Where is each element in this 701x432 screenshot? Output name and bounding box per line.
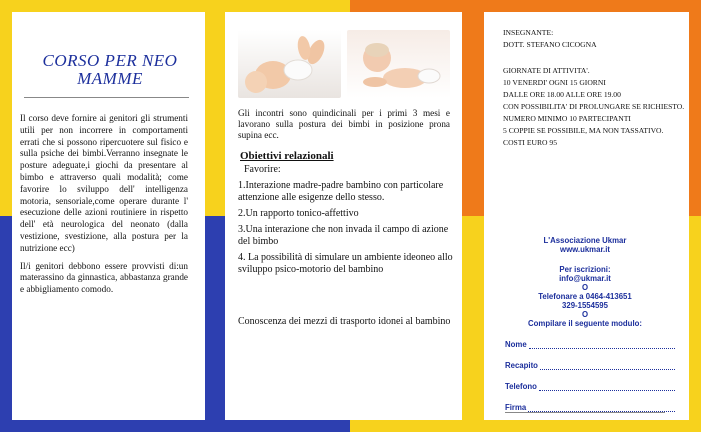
bottom-divider [505, 412, 665, 413]
baby-photo-crawling [347, 30, 450, 98]
objectives-heading: Obiettivi relazionali [240, 150, 334, 162]
transport-note: Conoscenza dei mezzi di trasporto idonei al bambino [238, 316, 451, 327]
or-separator: O [581, 283, 589, 292]
border-top-orange [350, 0, 701, 12]
detail-line: DOTT. STEFANO CICOGNA [503, 40, 597, 49]
detail-line: COSTI EURO 95 [503, 138, 558, 147]
border-bottom-yellow [350, 420, 701, 432]
inner-divider-left [205, 12, 225, 216]
title-divider [24, 97, 189, 98]
field-label: Firma [505, 403, 527, 412]
detail-line: 10 VENERDI' OGNI 15 GIORNI [503, 78, 606, 87]
objective-item: 4. La possibilità di simulare un ambiente ideoneo allo sviluppo psico-motorio del bambino [238, 252, 453, 275]
detail-line: CON POSSIBILITA' DI PROLUNGARE SE RICHIESTO. [503, 102, 685, 111]
inner-divider-left-bottom [205, 216, 225, 420]
detail-line: DALLE ORE 18.00 ALLE ORE 19.00 [503, 90, 621, 99]
contact-block [495, 236, 675, 328]
phone-field-line[interactable] [539, 384, 675, 391]
or-separator: O [581, 310, 589, 319]
objectives-list [238, 164, 453, 280]
detail-line: GIORNATE DI ATTIVITA'. [503, 66, 590, 75]
form-field-address[interactable] [505, 354, 675, 370]
signature-field-line[interactable] [528, 405, 675, 412]
baby-photo-lying [238, 30, 341, 98]
field-label: Telefono [505, 382, 537, 391]
registration-label: Per iscrizioni: [559, 265, 611, 274]
registration-form [505, 333, 675, 412]
border-right-yellow [689, 216, 701, 432]
course-details [503, 28, 688, 150]
field-label: Recapito [505, 361, 538, 370]
inner-divider-right [462, 12, 484, 216]
border-left-yellow [0, 0, 12, 216]
association-name: L'Associazione Ukmar [543, 236, 627, 245]
left-paragraph: Il corso deve fornire ai genitori gli strumenti utili per non incorrere in comportamenti errati che si possono ripercuotere sul fisico e sulla psiche dei bimbi.Verranno insegnate le posture adeguate,i giochi da presentare al bimbo e attraverso quali modalità; come favorire lo sviluppo dell' intelligenza motoria, sensoriale,come operare durante l' esecuzione delle azioni routiniere in rispetto dell' età neurologica del neonato (dalla vestizione, svestizione, alla postura per la nutrizione ecc) [20, 113, 188, 253]
objective-item: 2.Un rapporto tonico-affettivo [238, 208, 359, 219]
objective-item: 3.Una interazione che non invada il campo di azione del bimbo [238, 224, 449, 247]
left-description [20, 113, 188, 302]
objective-item: Favorire: [244, 164, 281, 175]
border-bottom-blue [0, 420, 350, 432]
objective-item: 1.Interazione madre-padre bambino con particolare attenzione alle esigenze dello stesso. [238, 180, 444, 203]
form-field-name[interactable] [505, 333, 675, 349]
meeting-info: Gli incontri sono quindicinali per i primi 3 mesi e lavorano sulla postura dei bimbi in posizione prona supina ecc. [238, 108, 450, 140]
address-field-line[interactable] [540, 363, 675, 370]
mobile-line: 329-1554595 [562, 301, 608, 310]
detail-line: 5 COPPIE SE POSSIBILE, MA NON TASSATIVO. [503, 126, 664, 135]
form-instruction: Compilare il seguente modulo: [528, 319, 642, 328]
detail-line: NUMERO MINIMO 10 PARTECIPANTI [503, 114, 631, 123]
detail-line: INSEGNANTE: [503, 28, 554, 37]
email-link[interactable]: info@ukmar.it [559, 274, 611, 283]
brochure-title: CORSO PER NEO MAMME [42, 51, 178, 88]
name-field-line[interactable] [529, 342, 675, 349]
border-right-orange [689, 0, 701, 216]
inner-divider-right-bottom [462, 216, 484, 420]
form-field-signature[interactable] [505, 396, 675, 412]
border-top-yellow [0, 0, 350, 12]
phone-line: Telefonare a 0464-413651 [538, 292, 632, 301]
website-link[interactable]: www.ukmar.it [560, 245, 610, 254]
field-label: Nome [505, 340, 527, 349]
border-left-blue [0, 216, 12, 432]
form-field-phone[interactable] [505, 375, 675, 391]
left-paragraph: Il/i genitori debbono essere provvisti di:un materassino da ginnastica, abbastanza grande e abbigliamento comodo. [20, 260, 188, 295]
